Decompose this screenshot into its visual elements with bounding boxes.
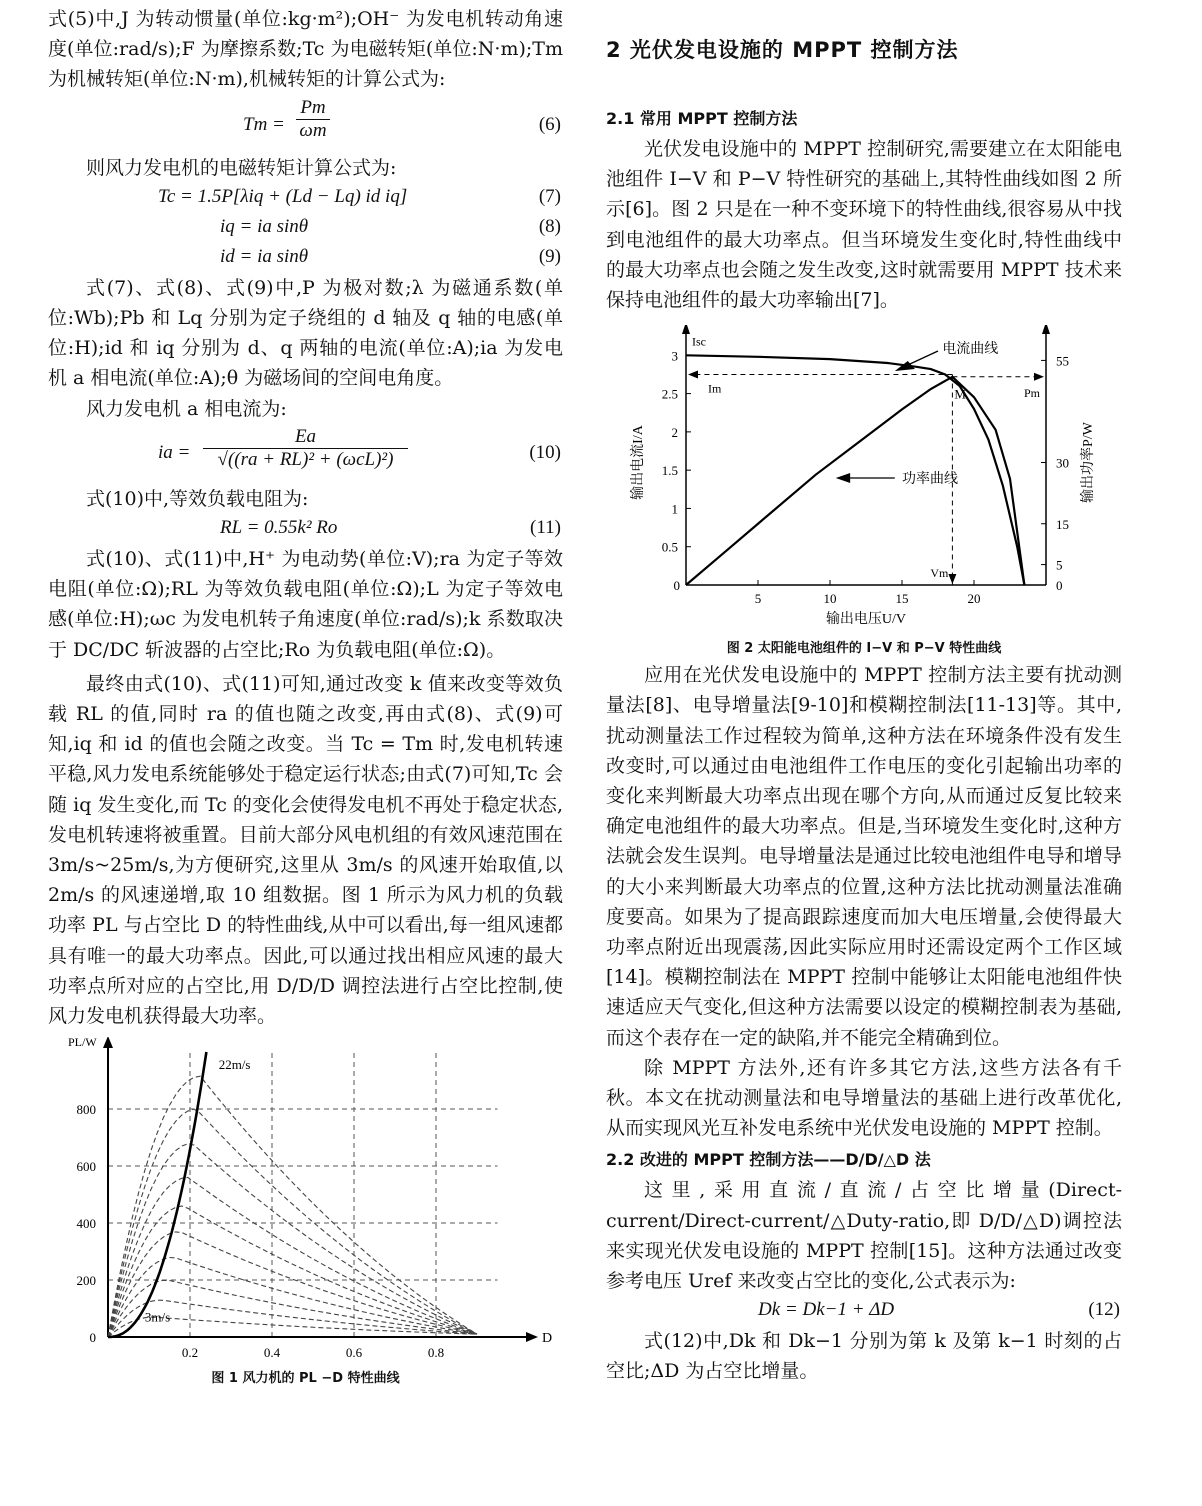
x-tick-label: 0.8	[427, 1345, 445, 1361]
paragraph: 除 MPPT 方法外,还有许多其它方法,这些方法各有千秋。本文在扰动测量法和电导增量法的基础上进行改革优化,从而实现风光互补发电系统中光伏发电设施的 MPPT 控制。	[606, 1056, 1122, 1140]
y-tick-label: 600	[76, 1159, 96, 1175]
x-tick-label: 15	[895, 591, 909, 607]
y-tick-label: 0	[89, 1330, 96, 1346]
current-curve-label: 电流曲线	[942, 342, 999, 358]
equation-7	[48, 183, 563, 213]
power-curve-label: 功率曲线	[902, 472, 958, 488]
y-left-tick-label: 2.5	[661, 386, 678, 402]
iv-curve	[686, 356, 1024, 586]
eq-formula: iq = ia sinθ	[220, 215, 309, 237]
paragraph: 式(7)、式(8)、式(9)中,P 为极对数;λ 为磁通系数(单位:Wb);Pb 和 Lq 分别为定子绕组的 d 轴及 q 轴的电感(单位:H);id 和 iq 分别为 d、q 两轴的电流(单位:A);ia 为发电机 a 相电流(单位:A);θ 为磁场间的空间电角度。	[48, 276, 563, 390]
y-left-tick-label: 1	[671, 501, 678, 517]
x-tick-label: 20	[967, 591, 981, 607]
paragraph: 这里,采用直流/直流/占空比增量(Direct-current/Direct-current/△Duty-ratio,即 D/D/△D)调控法来实现光伏发电设施的 MPPT 控制[15]。这种方法通过改变参考电压 Uref 来改变占空比的变化,公式表示为:	[606, 1179, 1122, 1293]
pm-arrow	[1034, 373, 1044, 381]
left-column	[48, 4, 563, 1386]
eq-number: (8)	[538, 215, 561, 237]
eq-denominator: √((ra + RL)² + (ωcL)²)	[217, 448, 394, 470]
equation-10	[48, 424, 563, 484]
section-title: 2 光伏发电设施的 MPPT 控制方法	[606, 38, 959, 62]
eq-formula: id = ia sinθ	[220, 245, 309, 267]
eq-number: (6)	[538, 113, 561, 135]
y-right-tick-label: 5	[1056, 557, 1063, 573]
eq-formula: RL = 0.55k² Ro	[220, 517, 338, 539]
right-column	[606, 4, 1122, 1387]
eq-formula: Tc = 1.5P[λiq + (Ld − Lq) id iq]	[158, 185, 408, 207]
eq-numerator: Ea	[203, 426, 408, 449]
paragraph: 式(10)中,等效负载电阻为:	[86, 487, 309, 510]
eq-number: (7)	[538, 185, 561, 207]
annotation-vm: Vm	[930, 566, 949, 581]
x-tick-label: 5	[754, 591, 762, 607]
power-curve-series	[108, 1258, 477, 1338]
eq-lhs: Tm =	[243, 113, 285, 135]
y-right-tick-label: 55	[1056, 353, 1069, 369]
subsection-title: 2.1 常用 MPPT 控制方法	[606, 109, 798, 128]
y-left-tick-label: 1.5	[661, 463, 678, 479]
y-axis-left-arrow	[682, 325, 690, 334]
vm-arrow	[948, 574, 956, 584]
y-tick-label: 200	[76, 1273, 96, 1289]
figure-2-chart	[606, 325, 1122, 637]
figure-1-chart	[48, 1037, 563, 1367]
paragraph: 式(12)中,Dk 和 Dk−1 分别为第 k 及第 k−1 时刻的占空比;ΔD 为占空比增量。	[606, 1330, 1122, 1383]
x-tick-label: 0.2	[181, 1345, 199, 1361]
x-axis-label: 输出电压U/V	[825, 612, 907, 628]
x-tick-label: 0.6	[345, 1345, 363, 1361]
mpp-curve	[108, 1052, 206, 1337]
paragraph: 风力发电机 a 相电流为:	[86, 397, 287, 420]
paragraph: 式(5)中,J 为转动惯量(单位:kg·m²);OH⁻ 为发电机转动角速度(单位:rad/s);F 为摩擦系数;Tc 为电磁转矩(单位:N·m);Tm 为机械转矩(单位:N·m),机械转矩的计算公式为:	[48, 8, 563, 91]
y-left-tick-label: 2	[671, 425, 678, 441]
eq-number: (11)	[530, 517, 561, 539]
paragraph: 最终由式(10)、式(11)可知,通过改变 k 值来改变等效负载 RL 的值,同时 ra 的值也随之改变,再由式(8)、式(9)可知,iq 和 id 的值也会随之改变。当 Tc = Tm 时,发电机转速平稳,风力发电系统能够处于稳定运行状态;由式(7)可知,Tc 会随 iq 发生变化,而 Tc 的变化会使得发电机不再处于稳定状态,发电机转速将被重置。目前大部分风电机组的有效风速范围在 3m/s~25m/s,为方便研究,这里从 3m/s 的风速开始取值,以 2m/s 的风速递增,取 10 组数据。图 1 所示为风力机的负载功率 PL 与占空比 D 的特性曲线,从中可以看出,每一组风速都具有唯一的最大功率点。因此,可以通过找出相应风速的最大功率点所对应的占空比,用 D/D/D 调控法进行占空比控制,使风力发电机获得最大功率。	[48, 672, 563, 1028]
annotation-isc: Isc	[692, 334, 706, 349]
equation-12	[606, 1296, 1122, 1326]
equation-11	[48, 514, 563, 544]
eq-denominator: ωm	[299, 119, 327, 141]
y-right-tick-label: 0	[1056, 578, 1063, 594]
power-label-arrowhead	[836, 473, 850, 483]
eq-fraction	[203, 426, 408, 471]
annotation-m: M	[954, 386, 966, 402]
y-axis-right-arrow	[1042, 325, 1050, 334]
x-tick-label: 0.4	[263, 1345, 281, 1361]
annotation-pm: Pm	[1024, 385, 1041, 400]
figure-2-caption: 图 2 太阳能电池组件的 I−V 和 P−V 特性曲线	[726, 641, 1002, 657]
eq-numerator: Pm	[296, 97, 330, 120]
eq-number: (10)	[529, 441, 561, 463]
y-axis-label: PL/W	[68, 1037, 97, 1050]
im-arrow	[688, 371, 698, 379]
x-axis-label: D	[542, 1331, 553, 1347]
eq-number: (12)	[1088, 1299, 1120, 1321]
x-tick-label: 10	[823, 591, 837, 607]
annotation-im: Im	[708, 381, 722, 396]
y-right-tick-label: 30	[1056, 455, 1069, 471]
y-axis-arrow	[103, 1037, 113, 1048]
paragraph: 则风力发电机的电磁转矩计算公式为:	[86, 156, 397, 179]
subsection-title: 2.2 改进的 MPPT 控制方法——D/D/△D 法	[606, 1150, 931, 1170]
power-curve-series	[108, 1076, 477, 1337]
y-tick-label: 800	[76, 1102, 96, 1118]
eq-fraction	[296, 97, 330, 142]
y-left-tick-label: 0	[673, 578, 680, 594]
eq-number: (9)	[538, 245, 561, 267]
y-left-axis-label: 输出电流I/A	[631, 425, 646, 501]
figure-1-caption: 图 1 风力机的 PL −D 特性曲线	[211, 1371, 400, 1387]
y-left-tick-label: 3	[671, 348, 678, 364]
power-curve-series	[108, 1144, 477, 1337]
eq-formula: Dk = Dk−1 + ΔD	[758, 1299, 895, 1321]
y-tick-label: 400	[76, 1216, 96, 1232]
x-axis-arrow	[526, 1332, 538, 1342]
equation-8	[48, 213, 563, 243]
paragraph: 应用在光伏发电设施中的 MPPT 控制方法主要有扰动测量法[8]、电导增量法[9-10]和模糊控制法[11-13]等。其中,扰动测量法工作过程较为简单,这种方法在环境条件没有发生改变时,可以通过由电池组件工作电压的变化引起输出功率的变化来判断最大功率点出现在哪个方向,从而通过反复比较来确定电池组件的最大功率点。但是,当环境发生变化时,这种方法就会发生误判。电导增量法是通过比较电池组件电导和增导的大小来判断最大功率点的位置,这种方法比扰动测量法准确度要高。如果为了提高跟踪速度而加大电压增量,会使得最大功率点附近出现震荡,因此实际应用时还需设定两个工作区域[14]。模糊控制法在 MPPT 控制中能够让太阳能电池组件快速适应天气变化,但这种方法需要以设定的模糊控制表为基础,而这个表存在一定的缺陷,并不能完全精确到位。	[606, 664, 1122, 1049]
paragraph: 式(10)、式(11)中,H⁺ 为电动势(单位:V);ra 为定子等效电阻(单位:Ω);RL 为等效负载电阻(单位:Ω);L 为定子等效电感(单位:H);ωc 为发电机转子角速度(单位:rad/s);k 系数取决于 DC/DC 斩波器的占空比;Ro 为负载电阻(单位:Ω)。	[48, 548, 563, 661]
paragraph: 光伏发电设施中的 MPPT 控制研究,需要建立在太阳能电池组件 I−V 和 P−V 特性研究的基础上,其特性曲线如图 2 所示[6]。图 2 只是在一种不变环境下的特性曲线,很容易从中找到电池组件的最大功率点。但当环境发生变化时,特性曲线中的最大功率点也会随之发生改变,这时就需要用 MPPT 技术来保持电池组件的最大功率输出[7]。	[606, 138, 1122, 312]
eq-lhs: ia =	[158, 441, 191, 463]
y-left-tick-label: 0.5	[661, 539, 678, 555]
annotation-22ms: 22m/s	[218, 1057, 251, 1073]
equation-9	[48, 243, 563, 273]
y-right-axis-label: 输出功率P/W	[1081, 422, 1096, 504]
equation-6	[48, 97, 563, 153]
annotation-3ms: 3m/s	[144, 1309, 171, 1325]
y-right-tick-label: 15	[1056, 516, 1069, 532]
